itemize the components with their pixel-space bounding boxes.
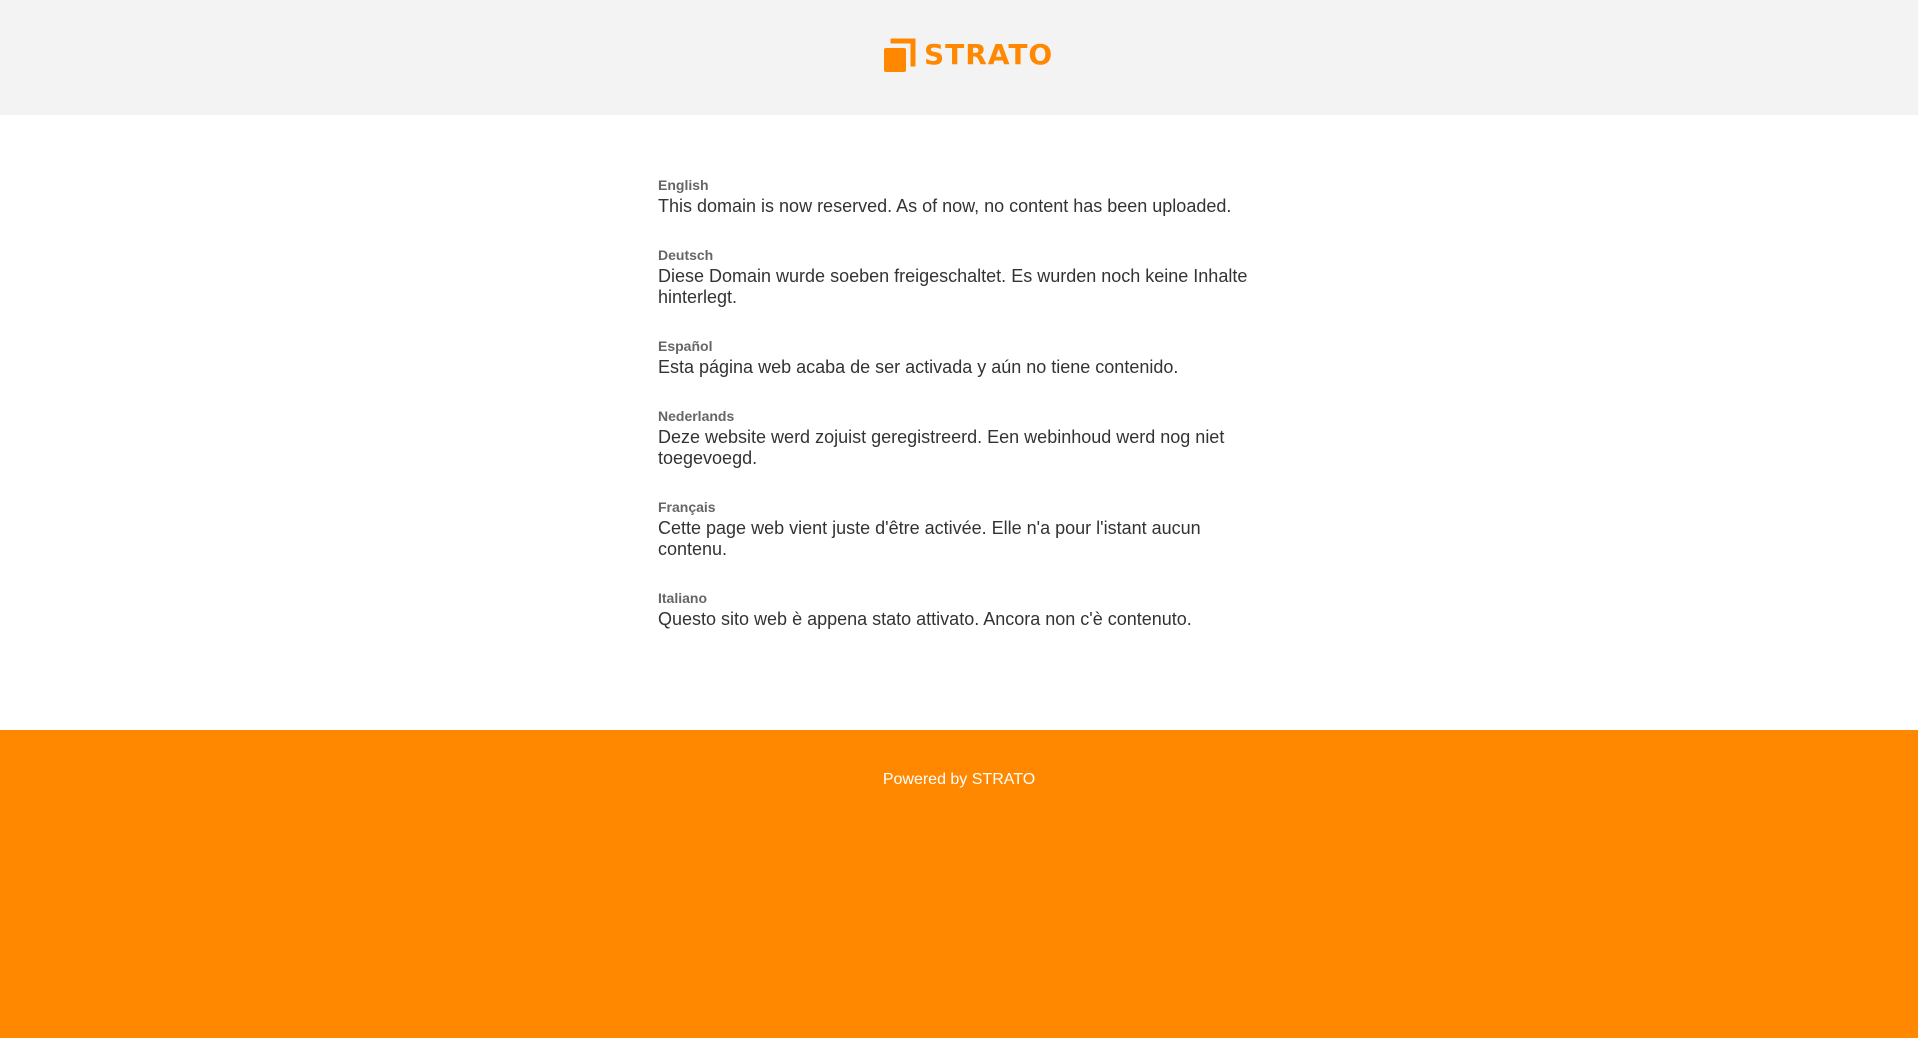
language-block-nederlands: [658, 408, 1263, 469]
strato-logo-link[interactable]: [884, 38, 1053, 72]
main-content: [0, 115, 1918, 730]
language-message: Cette page web vient juste d'être activée. Elle n'a pour l'istant aucun contenu.: [658, 518, 1201, 559]
language-block-english: [658, 177, 1263, 217]
page-footer: [0, 730, 1918, 1038]
language-message: Diese Domain wurde soeben freigeschaltet. Es wurden noch keine Inhalte hinterlegt.: [658, 266, 1248, 307]
language-name: English: [658, 177, 709, 193]
language-list: [658, 177, 1263, 660]
language-message: Esta página web acaba de ser activada y aún no tiene contenido.: [658, 357, 1179, 377]
language-name: Nederlands: [658, 408, 735, 424]
language-name: Italiano: [658, 590, 708, 606]
strato-logo-icon: [884, 38, 916, 72]
language-block-italiano: [658, 590, 1263, 630]
language-block-francais: [658, 499, 1263, 560]
language-message: Questo sito web è appena stato attivato. Ancora non c'è contenuto.: [658, 609, 1192, 629]
logo-text: STRATO: [924, 38, 1054, 71]
language-name: Español: [658, 338, 713, 354]
language-message: This domain is now reserved. As of now, no content has been uploaded.: [658, 196, 1232, 216]
language-block-deutsch: [658, 247, 1263, 308]
language-message: Deze website werd zojuist geregistreerd. Een webinhoud werd nog niet toegevoegd.: [658, 427, 1225, 468]
language-name: Français: [658, 499, 716, 515]
language-name: Deutsch: [658, 247, 714, 263]
powered-by-text: Powered by STRATO: [882, 771, 1036, 788]
language-block-espanol: [658, 338, 1263, 378]
page-header: [0, 0, 1918, 115]
